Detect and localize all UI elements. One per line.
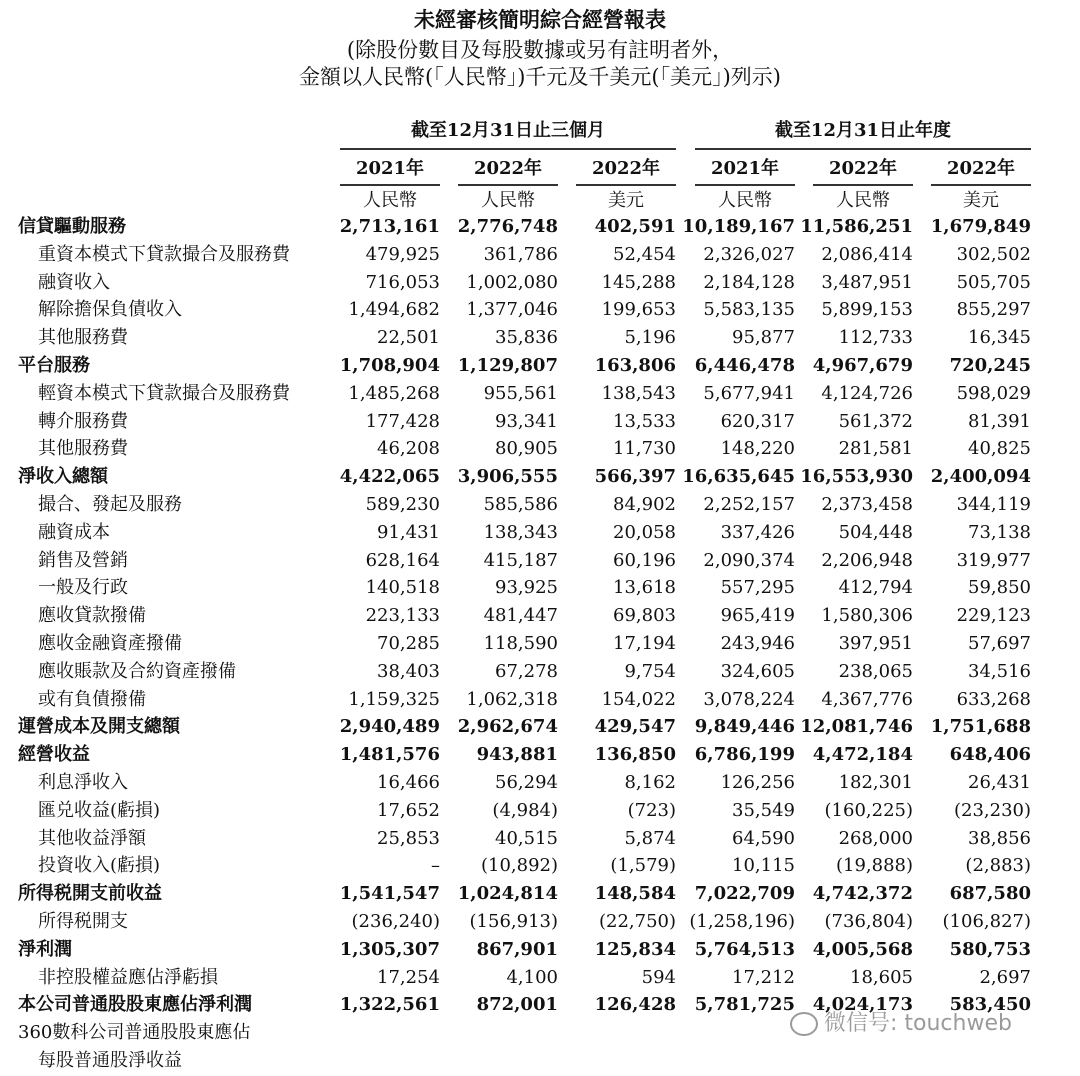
row-label: 投資收入(虧損)	[38, 855, 161, 877]
cell-value: 145,288	[601, 271, 676, 293]
row-label: 其他服務費	[38, 327, 128, 349]
table-row	[0, 825, 1080, 853]
cell-value: 1,322,561	[339, 994, 440, 1016]
row-label: 信貸驅動服務	[18, 216, 126, 237]
cell-value: 67,278	[495, 660, 558, 682]
cell-value: 867,901	[476, 938, 558, 960]
cell-value: 223,133	[365, 605, 440, 627]
table-row	[0, 380, 1080, 408]
row-label: 淨收入總額	[18, 466, 108, 488]
row-label: 360數科公司普通股股東應佔	[18, 1022, 251, 1044]
cell-value: 716,053	[365, 271, 440, 293]
cell-value: 6,446,478	[694, 355, 795, 376]
cell-value: (106,827)	[942, 911, 1031, 932]
table-row	[0, 435, 1080, 463]
cell-value: 38,856	[968, 827, 1031, 849]
cell-value: 566,397	[594, 466, 676, 488]
cell-value: 17,212	[732, 966, 795, 988]
cell-value: 344,119	[956, 494, 1031, 515]
cell-value: 4,005,568	[812, 938, 913, 960]
cell-value: 415,187	[483, 549, 558, 571]
report-subtitle: 金額以人民幣(「人民幣」)千元及千美元(「美元」)列示)	[299, 65, 781, 89]
cell-value: 594	[641, 966, 676, 988]
row-label: 重資本模式下貸款撮合及服務費	[38, 243, 290, 265]
cell-value: 2,776,748	[457, 216, 558, 237]
cell-value: (2,883)	[965, 855, 1031, 877]
row-label: 銷售及營銷	[38, 549, 128, 571]
cell-value: 943,881	[476, 744, 558, 766]
cell-value: 633,268	[956, 688, 1031, 710]
cell-value: 589,230	[365, 494, 440, 515]
row-label: 所得税開支前收益	[18, 883, 162, 905]
row-label: 其他服務費	[38, 438, 128, 460]
cell-value: 397,951	[838, 633, 913, 654]
cell-value: 16,635,645	[682, 466, 795, 488]
cell-value: 583,450	[949, 994, 1031, 1016]
cell-value: 35,836	[495, 327, 558, 349]
column-year: 2021年	[695, 154, 795, 186]
row-label: 所得税開支	[38, 911, 128, 932]
table-row	[0, 519, 1080, 547]
cell-value: 580,753	[949, 938, 1031, 960]
cell-value: (236,240)	[351, 911, 440, 932]
cell-value: (736,804)	[824, 911, 913, 932]
cell-value: 412,794	[838, 577, 913, 599]
cell-value: 3,487,951	[821, 271, 913, 293]
cell-value: (22,750)	[598, 911, 676, 932]
cell-value: 93,925	[495, 577, 558, 599]
cell-value: 35,549	[732, 799, 795, 821]
cell-value: 4,967,679	[812, 355, 913, 376]
cell-value: 5,764,513	[694, 938, 795, 960]
cell-value: 1,708,904	[339, 355, 440, 376]
cell-value: 243,946	[720, 633, 795, 654]
cell-value: 504,448	[838, 521, 913, 543]
cell-value: 2,090,374	[703, 549, 795, 571]
cell-value: 6,786,199	[694, 744, 795, 766]
cell-value: 1,129,807	[457, 355, 558, 376]
cell-value: 4,024,173	[812, 994, 913, 1016]
cell-value: 1,494,682	[348, 299, 440, 321]
table-row	[0, 713, 1080, 741]
cell-value: 1,541,547	[339, 883, 440, 905]
column-currency: 人民幣	[363, 190, 417, 211]
cell-value: 81,391	[968, 410, 1031, 432]
cell-value: 80,905	[495, 438, 558, 460]
cell-value: 872,001	[476, 994, 558, 1016]
cell-value: 148,220	[720, 438, 795, 460]
cell-value: 4,472,184	[812, 744, 913, 766]
report-title: 未經審核簡明綜合經營報表	[414, 7, 666, 32]
row-label: 利息淨收入	[38, 772, 128, 793]
cell-value: (723)	[627, 799, 676, 821]
table-row	[0, 352, 1080, 380]
row-label: 經營收益	[18, 744, 90, 766]
cell-value: 1,481,576	[339, 744, 440, 766]
cell-value: 12,081,746	[800, 716, 913, 738]
row-label: 或有負債撥備	[38, 688, 146, 710]
cell-value: 481,447	[483, 605, 558, 627]
cell-value: 13,618	[613, 577, 676, 599]
table-row	[0, 602, 1080, 630]
cell-value: 2,962,674	[457, 716, 558, 738]
cell-value: 199,653	[601, 299, 676, 321]
cell-value: 2,252,157	[703, 494, 795, 515]
cell-value: 20,058	[613, 521, 676, 543]
table-row	[0, 686, 1080, 714]
cell-value: 5,899,153	[821, 299, 913, 321]
cell-value: 13,533	[613, 410, 676, 432]
cell-value: 126,428	[594, 994, 676, 1016]
row-label: 每股普通股淨收益	[38, 1050, 182, 1071]
column-currency: 人民幣	[481, 190, 535, 211]
cell-value: 112,733	[838, 327, 913, 349]
cell-value: 429,547	[594, 716, 676, 738]
column-group-quarter: 截至12月31日止三個月	[340, 116, 676, 150]
cell-value: 1,580,306	[821, 605, 913, 627]
cell-value: 38,403	[377, 660, 440, 682]
cell-value: 1,305,307	[339, 938, 440, 960]
cell-value: 91,431	[377, 521, 440, 543]
cell-value: 2,400,094	[930, 466, 1031, 488]
cell-value: 1,751,688	[930, 716, 1031, 738]
cell-value: 2,326,027	[703, 243, 795, 265]
table-row	[0, 408, 1080, 436]
cell-value: 59,850	[968, 577, 1031, 599]
cell-value: 138,543	[601, 382, 676, 404]
table-row	[0, 1047, 1080, 1075]
cell-value: 361,786	[483, 243, 558, 265]
cell-value: 4,367,776	[821, 688, 913, 710]
cell-value: 73,138	[968, 521, 1031, 543]
row-label: 融資收入	[38, 271, 110, 293]
wechat-icon	[790, 1012, 818, 1036]
row-label: 輕資本模式下貸款撮合及服務費	[38, 382, 290, 404]
cell-value: (156,913)	[469, 911, 558, 932]
cell-value: 118,590	[483, 633, 558, 654]
table-row	[0, 269, 1080, 297]
cell-value: 281,581	[838, 438, 913, 460]
cell-value: 93,341	[495, 410, 558, 432]
cell-value: 177,428	[365, 410, 440, 432]
cell-value: (10,892)	[480, 855, 558, 877]
cell-value: 3,078,224	[703, 688, 795, 710]
cell-value: 1,002,080	[466, 271, 558, 293]
cell-value: 1,062,318	[466, 688, 558, 710]
row-label: 運營成本及開支總額	[18, 716, 180, 738]
cell-value: 4,422,065	[339, 466, 440, 488]
table-row	[0, 658, 1080, 686]
cell-value: 95,877	[732, 327, 795, 349]
row-label: 應收金融資產撥備	[38, 633, 182, 654]
cell-value: 148,584	[594, 883, 676, 905]
cell-value: 2,086,414	[821, 243, 913, 265]
row-label: 匯兑收益(虧損)	[38, 799, 161, 821]
row-label: 融資成本	[38, 521, 110, 543]
cell-value: (1,258,196)	[689, 911, 795, 932]
table-row	[0, 491, 1080, 519]
cell-value: 5,677,941	[703, 382, 795, 404]
column-year: 2022年	[931, 154, 1031, 186]
column-group-year: 截至12月31日止年度	[695, 116, 1031, 150]
cell-value: (23,230)	[953, 799, 1031, 821]
column-currency: 人民幣	[718, 190, 772, 211]
cell-value: (4,984)	[492, 799, 558, 821]
cell-value: 57,697	[968, 633, 1031, 654]
cell-value: 16,345	[968, 327, 1031, 349]
table-row	[0, 296, 1080, 324]
cell-value: 855,297	[956, 299, 1031, 321]
cell-value: 2,206,948	[821, 549, 913, 571]
table-row	[0, 908, 1080, 936]
table-row	[0, 574, 1080, 602]
cell-value: 337,426	[720, 521, 795, 543]
cell-value: 4,742,372	[812, 883, 913, 905]
table-row	[0, 741, 1080, 769]
cell-value: 52,454	[613, 243, 676, 265]
column-year: 2021年	[340, 154, 440, 186]
cell-value: (1,579)	[610, 855, 676, 877]
column-year: 2022年	[458, 154, 558, 186]
column-currency: 人民幣	[836, 190, 890, 211]
cell-value: 402,591	[594, 216, 676, 237]
cell-value: 16,466	[377, 772, 440, 793]
cell-value: 9,754	[624, 660, 676, 682]
row-label: 轉介服務費	[38, 410, 128, 432]
row-label: 解除擔保負債收入	[38, 299, 182, 321]
cell-value: 40,515	[495, 827, 558, 849]
table-row	[0, 936, 1080, 964]
cell-value: 557,295	[720, 577, 795, 599]
cell-value: 5,781,725	[694, 994, 795, 1016]
cell-value: 955,561	[483, 382, 558, 404]
row-label: 平台服務	[18, 355, 90, 376]
cell-value: 34,516	[968, 660, 1031, 682]
cell-value: 17,194	[613, 633, 676, 654]
cell-value: 229,123	[956, 605, 1031, 627]
report-subtitle: (除股份數目及每股數據或另有註明者外，	[346, 38, 734, 62]
column-year: 2022年	[813, 154, 913, 186]
cell-value: (160,225)	[824, 799, 913, 821]
table-row	[0, 880, 1080, 908]
cell-value: 4,100	[506, 966, 558, 988]
table-row	[0, 463, 1080, 491]
cell-value: 125,834	[594, 938, 676, 960]
watermark	[790, 1006, 1012, 1037]
table-row	[0, 630, 1080, 658]
table-row	[0, 324, 1080, 352]
cell-value: 60,196	[613, 549, 676, 571]
cell-value: 26,431	[968, 772, 1031, 793]
cell-value: 319,977	[956, 549, 1031, 571]
cell-value: 10,115	[732, 855, 795, 877]
cell-value: 2,184,128	[703, 271, 795, 293]
table-row	[0, 797, 1080, 825]
column-currency: 美元	[963, 190, 999, 211]
row-label: 本公司普通股股東應佔淨利潤	[18, 994, 252, 1016]
cell-value: 84,902	[613, 494, 676, 515]
cell-value: 2,373,458	[821, 494, 913, 515]
row-label: 應收貸款撥備	[38, 605, 146, 627]
cell-value: 136,850	[594, 744, 676, 766]
cell-value: 40,825	[968, 438, 1031, 460]
row-label: 一般及行政	[38, 577, 128, 599]
cell-value: 5,196	[624, 327, 676, 349]
cell-value: 22,501	[377, 327, 440, 349]
table-row	[0, 241, 1080, 269]
cell-value: 268,000	[838, 827, 913, 849]
cell-value: 1,377,046	[466, 299, 558, 321]
row-label: 非控股權益應佔淨虧損	[38, 966, 218, 988]
cell-value: (19,888)	[835, 855, 913, 877]
cell-value: 648,406	[949, 744, 1031, 766]
column-year: 2022年	[576, 154, 676, 186]
cell-value: 5,874	[624, 827, 676, 849]
cell-value: 163,806	[594, 355, 676, 376]
cell-value: 11,730	[613, 438, 676, 460]
cell-value: 720,245	[949, 355, 1031, 376]
cell-value: 64,590	[732, 827, 795, 849]
cell-value: –	[431, 855, 440, 877]
column-currency: 美元	[608, 190, 644, 211]
cell-value: 17,652	[377, 799, 440, 821]
cell-value: 18,605	[850, 966, 913, 988]
cell-value: 10,189,167	[682, 216, 795, 237]
cell-value: 2,940,489	[339, 716, 440, 738]
cell-value: 138,343	[483, 521, 558, 543]
cell-value: 56,294	[495, 772, 558, 793]
cell-value: 324,605	[720, 660, 795, 682]
cell-value: 5,583,135	[703, 299, 795, 321]
cell-value: 585,586	[483, 494, 558, 515]
table-row	[0, 769, 1080, 797]
row-label: 淨利潤	[18, 938, 72, 960]
cell-value: 69,803	[613, 605, 676, 627]
cell-value: 4,124,726	[821, 382, 913, 404]
cell-value: 17,254	[377, 966, 440, 988]
cell-value: 302,502	[956, 243, 1031, 265]
cell-value: 1,679,849	[930, 216, 1031, 237]
row-label: 撮合、發起及服務	[38, 494, 182, 515]
cell-value: 25,853	[377, 827, 440, 849]
cell-value: 1,024,814	[457, 883, 558, 905]
cell-value: 965,419	[720, 605, 795, 627]
cell-value: 505,705	[956, 271, 1031, 293]
cell-value: 140,518	[365, 577, 440, 599]
cell-value: 126,256	[720, 772, 795, 793]
cell-value: 154,022	[601, 688, 676, 710]
watermark-text: 微信号: touchweb	[824, 1011, 1012, 1036]
cell-value: 628,164	[365, 549, 440, 571]
cell-value: 9,849,446	[694, 716, 795, 738]
cell-value: 238,065	[838, 660, 913, 682]
cell-value: 1,485,268	[348, 382, 440, 404]
cell-value: 598,029	[956, 382, 1031, 404]
cell-value: 2,697	[979, 966, 1031, 988]
table-row	[0, 547, 1080, 575]
cell-value: 3,906,555	[457, 466, 558, 488]
row-label: 其他收益淨額	[38, 827, 146, 849]
cell-value: 2,713,161	[339, 216, 440, 237]
cell-value: 479,925	[365, 243, 440, 265]
cell-value: 687,580	[949, 883, 1031, 905]
row-label: 應收賬款及合約資產撥備	[38, 660, 236, 682]
cell-value: 70,285	[377, 633, 440, 654]
cell-value: 46,208	[377, 438, 440, 460]
cell-value: 182,301	[838, 772, 913, 793]
cell-value: 620,317	[720, 410, 795, 432]
cell-value: 561,372	[838, 410, 913, 432]
table-row	[0, 852, 1080, 880]
cell-value: 16,553,930	[800, 466, 913, 488]
cell-value: 1,159,325	[348, 688, 440, 710]
table-row	[0, 964, 1080, 992]
cell-value: 11,586,251	[800, 216, 913, 237]
cell-value: 8,162	[624, 772, 676, 793]
table-row	[0, 213, 1080, 241]
cell-value: 7,022,709	[694, 883, 795, 905]
